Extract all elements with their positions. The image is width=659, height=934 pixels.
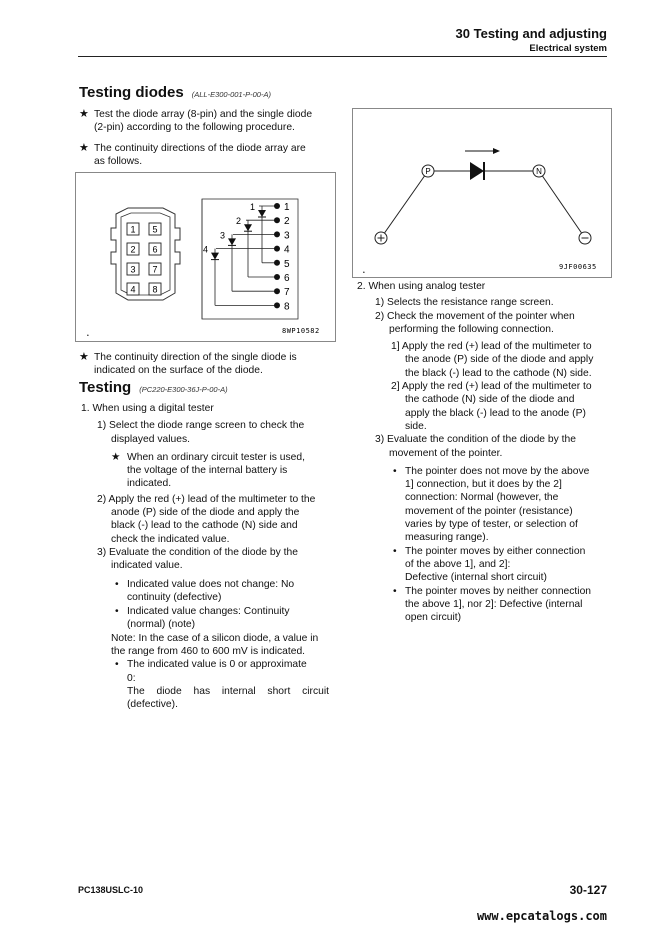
text-line: The diode has internal short circuit bbox=[127, 685, 329, 697]
svg-text:6: 6 bbox=[284, 273, 290, 284]
step-1-star bbox=[81, 451, 341, 491]
heading-testing bbox=[79, 379, 228, 396]
text-line: Indicated value does not change: No bbox=[127, 578, 295, 590]
text-line: indicated value. bbox=[111, 560, 183, 572]
text-line: the anode (P) side of the diode and apply bbox=[405, 354, 594, 366]
connector-pin bbox=[127, 263, 139, 275]
text-line: 2) Apply the red (+) lead of the multimeter to the bbox=[97, 493, 316, 505]
text-line: 2] Apply the red (+) lead of the multimeter to bbox=[391, 381, 592, 393]
text-line: apply the black (-) lead to the anode (P) bbox=[405, 407, 586, 419]
svg-text:7: 7 bbox=[152, 264, 158, 275]
diode-array-figure bbox=[75, 172, 336, 342]
connector-pin bbox=[127, 243, 139, 255]
list-item-1: 1. When using a digital tester bbox=[81, 403, 214, 414]
array-pin bbox=[274, 301, 290, 312]
svg-text:5: 5 bbox=[152, 224, 158, 235]
header-rule bbox=[78, 56, 607, 57]
array-pin bbox=[274, 230, 290, 241]
text-line: The continuity directions of the diode array are bbox=[94, 143, 306, 154]
text-line: indicated on the surface of the diode. bbox=[94, 365, 263, 377]
bullet-icon: • bbox=[393, 465, 397, 477]
connection-2 bbox=[357, 380, 612, 433]
text-line: Note: In the case of a silicon diode, a value in bbox=[111, 632, 319, 644]
lead-right bbox=[539, 171, 585, 238]
text-line: The pointer moves by neither connection bbox=[405, 585, 592, 597]
text-line: (2-pin) according to the following procedure. bbox=[94, 122, 295, 134]
heading-text: Testing bbox=[79, 379, 132, 396]
text-line: the voltage of the internal battery is bbox=[127, 465, 288, 477]
text-line: (defective). bbox=[127, 699, 178, 711]
text-line: varies by type of tester, or selection of bbox=[405, 519, 578, 531]
svg-text:3: 3 bbox=[284, 230, 290, 242]
result-short bbox=[357, 545, 612, 585]
step-1 bbox=[81, 419, 341, 446]
text-line: (normal) (note) bbox=[127, 619, 196, 631]
diode-icon bbox=[250, 202, 266, 217]
svg-text:4: 4 bbox=[203, 244, 209, 255]
connector-pin bbox=[127, 223, 139, 235]
diode-icon bbox=[203, 245, 219, 260]
connector-pin bbox=[149, 223, 161, 235]
text-line: The continuity direction of the single diode is bbox=[94, 352, 297, 363]
bullet-2 bbox=[81, 605, 341, 632]
svg-text:8: 8 bbox=[152, 284, 158, 295]
star-icon: ★ bbox=[111, 451, 121, 463]
svg-text:2: 2 bbox=[236, 216, 242, 227]
svg-text:1: 1 bbox=[130, 224, 136, 235]
heading-testing-diodes bbox=[79, 84, 271, 101]
text-line: When an ordinary circuit tester is used, bbox=[127, 451, 305, 463]
text-line: the black (-) lead to the cathode (N) side. bbox=[405, 367, 592, 379]
figure-code: 9JF00635 bbox=[559, 263, 597, 271]
text-line: movement of the pointer (resistance) bbox=[405, 505, 573, 517]
text-line: connection: Normal (however, the bbox=[405, 492, 559, 504]
text-line: open circuit) bbox=[405, 612, 462, 624]
diode-icon bbox=[220, 230, 236, 245]
step-2 bbox=[81, 493, 341, 546]
step-1: 1) Selects the resistance range screen. bbox=[375, 297, 554, 309]
model-number: PC138USLC-10 bbox=[78, 885, 144, 895]
text-line: performing the following connection. bbox=[389, 323, 554, 335]
subsection-title: Electrical system bbox=[529, 43, 607, 54]
text-line: Indicated value changes: Continuity bbox=[127, 606, 290, 618]
lead-left bbox=[381, 171, 428, 238]
array-pin bbox=[274, 273, 290, 284]
bullet-icon: • bbox=[115, 606, 119, 618]
text-line: measuring range). bbox=[405, 532, 489, 544]
text-line: The indicated value is 0 or approximate bbox=[127, 659, 307, 671]
text-line: The pointer does not move by the above bbox=[405, 465, 590, 477]
text-line: indicated. bbox=[127, 478, 172, 490]
analog-tester-diagram bbox=[353, 109, 611, 277]
heading-text: Testing diodes bbox=[79, 84, 184, 101]
svg-text:1: 1 bbox=[284, 202, 290, 213]
svg-text:6: 6 bbox=[152, 244, 158, 255]
connector-pin bbox=[149, 243, 161, 255]
svg-text:4: 4 bbox=[284, 244, 290, 256]
text-line: Defective (internal short circuit) bbox=[405, 572, 547, 584]
result-open bbox=[357, 585, 612, 625]
svg-text:2: 2 bbox=[284, 216, 290, 228]
text-line: the above 1], nor 2]: Defective (internal bbox=[405, 598, 583, 610]
text-line: side. bbox=[405, 420, 427, 432]
bullet-icon: • bbox=[393, 585, 397, 597]
svg-text:2: 2 bbox=[130, 244, 136, 255]
text-line: 2) Check the movement of the pointer when bbox=[375, 310, 575, 322]
star-icon: ★ bbox=[79, 351, 89, 363]
array-pin bbox=[274, 245, 290, 256]
text-line: the range from 460 to 600 mV is indicated. bbox=[111, 646, 306, 658]
step-2 bbox=[357, 310, 612, 337]
connector-pin bbox=[149, 263, 161, 275]
result-normal bbox=[357, 465, 612, 545]
text-line: 1] Apply the red (+) lead of the multimeter to bbox=[391, 341, 592, 353]
doc-code: (ALL-E300-001-P-00-A) bbox=[191, 90, 271, 99]
bullet-3 bbox=[81, 658, 341, 711]
step-3 bbox=[357, 433, 612, 460]
doc-code: (PC220-E300-36J-P-00-A) bbox=[139, 385, 228, 394]
note bbox=[81, 632, 341, 659]
testing-procedure-analog bbox=[357, 280, 612, 624]
svg-text:7: 7 bbox=[284, 287, 290, 299]
text-line: 1) Select the diode range screen to check the bbox=[97, 420, 305, 432]
text-line: 3) Evaluate the condition of the diode by the bbox=[97, 546, 298, 558]
star-note-3 bbox=[79, 351, 354, 378]
diode-array-diagram bbox=[76, 173, 335, 341]
figure-code: 8WP10582 bbox=[282, 327, 320, 335]
text-line: the cathode (N) side of the diode and bbox=[405, 394, 575, 406]
bullet-1 bbox=[81, 578, 341, 605]
bullet-icon: • bbox=[115, 659, 119, 671]
bullet-icon: • bbox=[393, 545, 397, 557]
svg-text:5: 5 bbox=[284, 258, 290, 270]
svg-text:3: 3 bbox=[220, 230, 226, 241]
svg-text:3: 3 bbox=[130, 264, 136, 275]
text-line: continuity (defective) bbox=[127, 591, 222, 603]
section-title: 30 Testing and adjusting bbox=[455, 26, 607, 41]
label-p: P bbox=[425, 167, 431, 176]
star-note-1 bbox=[79, 108, 354, 135]
text-line: 3) Evaluate the condition of the diode by the bbox=[375, 434, 576, 446]
text-line: check the indicated value. bbox=[111, 533, 230, 545]
text-line: black (-) lead to the cathode (N) side and bbox=[111, 520, 298, 532]
corner-mark: • bbox=[363, 270, 365, 276]
text-line: The pointer moves by either connection bbox=[405, 545, 586, 557]
svg-text:8: 8 bbox=[284, 301, 290, 313]
connector-icon bbox=[111, 208, 180, 300]
label-n: N bbox=[536, 167, 542, 176]
website-link[interactable]: www.epcatalogs.com bbox=[476, 909, 607, 923]
text-line: of the above 1], and 2]: bbox=[405, 558, 511, 570]
analog-tester-figure bbox=[352, 108, 612, 278]
bullet-icon: • bbox=[115, 578, 119, 590]
array-pin bbox=[274, 287, 290, 298]
array-pin bbox=[274, 259, 290, 270]
corner-mark: • bbox=[87, 333, 89, 339]
testing-procedure-digital bbox=[81, 402, 341, 712]
list-item-2: 2. When using analog tester bbox=[357, 281, 486, 292]
text-line: 0: bbox=[127, 672, 136, 684]
star-icon: ★ bbox=[79, 142, 89, 154]
diode-icon bbox=[470, 162, 484, 180]
text-line: movement of the pointer. bbox=[389, 447, 503, 459]
star-icon: ★ bbox=[79, 108, 89, 120]
connector-pin bbox=[149, 283, 161, 295]
array-pin bbox=[274, 202, 290, 213]
diode-icon bbox=[236, 216, 252, 231]
connection-1 bbox=[357, 340, 612, 380]
text-line: Test the diode array (8-pin) and the single diode bbox=[94, 109, 313, 120]
svg-text:1: 1 bbox=[250, 202, 256, 212]
text-line: as follows. bbox=[94, 156, 143, 168]
step-3 bbox=[81, 546, 341, 573]
connector-pin bbox=[127, 283, 139, 295]
text-line: displayed values. bbox=[111, 433, 190, 445]
array-pin bbox=[274, 216, 290, 227]
svg-text:4: 4 bbox=[130, 284, 136, 295]
star-note-2 bbox=[79, 142, 354, 169]
text-line: anode (P) side of the diode and apply the bbox=[111, 507, 300, 519]
text-line: 1] connection, but it does by the 2] bbox=[405, 479, 562, 491]
page-number: 30-127 bbox=[569, 883, 607, 897]
